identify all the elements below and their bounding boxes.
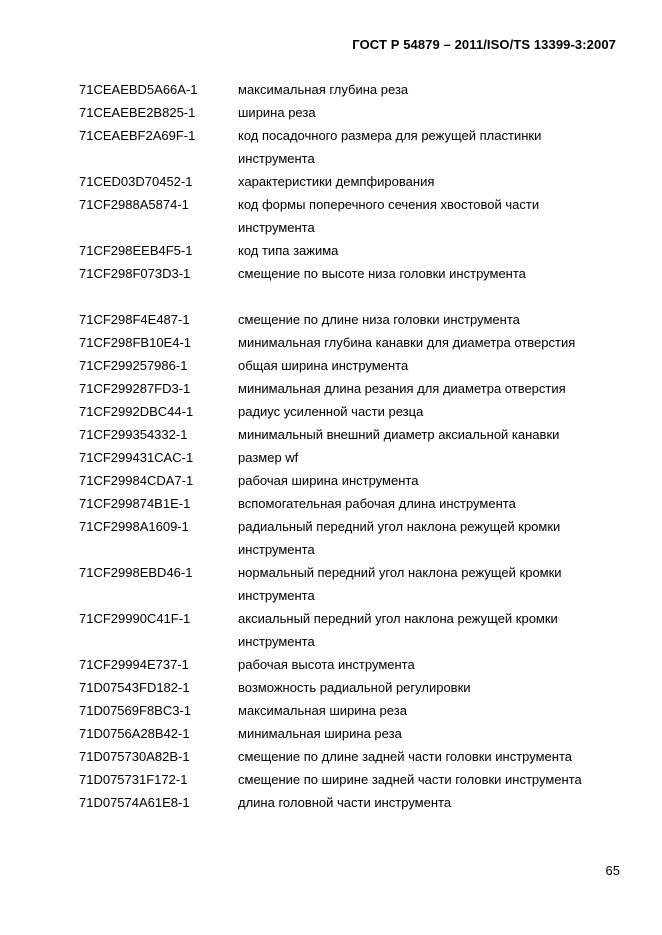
entry-code: 71CF298F073D3-1 [79, 266, 191, 281]
entry-description: минимальная длина резания для диаметра отверстия [238, 381, 566, 396]
list-item [0, 308, 662, 331]
entry-description: минимальный внешний диаметр аксиальной канавки [238, 427, 560, 442]
definitions-list [0, 78, 662, 814]
entry-description: код формы поперечного сечения хвостовой части инструмента [238, 197, 540, 235]
entry-description: возможность радиальной регулировки [238, 680, 471, 695]
entry-description: код типа зажима [238, 243, 339, 258]
entry-description: характеристики демпфирования [238, 174, 435, 189]
entry-description: радиальный передний угол наклона режущей кромки инструмента [238, 519, 561, 557]
entry-code: 71D07543FD182-1 [79, 680, 190, 695]
list-item [0, 262, 662, 285]
list-item [0, 607, 662, 653]
list-item [0, 446, 662, 469]
entry-description: вспомогательная рабочая длина инструмента [238, 496, 516, 511]
list-item [0, 193, 662, 239]
page-number: 65 [605, 863, 620, 878]
entry-description: максимальная ширина реза [238, 703, 407, 718]
entry-description: смещение по длине низа головки инструмента [238, 312, 520, 327]
entry-code: 71CF29990C41F-1 [79, 611, 191, 626]
entry-code: 71CF298FB10E4-1 [79, 335, 192, 350]
entry-description: минимальная ширина реза [238, 726, 402, 741]
entry-code: 71CF299354332-1 [79, 427, 188, 442]
list-item [0, 78, 662, 101]
list-item [0, 492, 662, 515]
list-item [0, 170, 662, 193]
list-item [0, 469, 662, 492]
entry-description: рабочая высота инструмента [238, 657, 415, 672]
entry-code: 71CEAEBE2B825-1 [79, 105, 196, 120]
list-item [0, 515, 662, 561]
entry-description: аксиальный передний угол наклона режущей кромки инструмента [238, 611, 558, 649]
list-item [0, 722, 662, 745]
entry-description: нормальный передний угол наклона режущей кромки инструмента [238, 565, 562, 603]
entry-description: максимальная глубина реза [238, 82, 409, 97]
entry-code: 71CED03D70452-1 [79, 174, 193, 189]
entry-code: 71CF298EEB4F5-1 [79, 243, 193, 258]
document-header: ГОСТ Р 54879 – 2011/ISO/TS 13399-3:2007 [352, 37, 616, 52]
entry-code: 71D07569F8BC3-1 [79, 703, 192, 718]
list-item [0, 101, 662, 124]
entry-code: 71CF299287FD3-1 [79, 381, 191, 396]
list-item [0, 239, 662, 262]
entry-code: 71CF2998EBD46-1 [79, 565, 193, 580]
entry-description: смещение по ширине задней части головки инструмента [238, 772, 582, 787]
list-item [0, 331, 662, 354]
list-item [0, 653, 662, 676]
entry-code: 71D075731F172-1 [79, 772, 188, 787]
entry-code: 71CF299431CAC-1 [79, 450, 194, 465]
entry-code: 71CF2998A1609-1 [79, 519, 189, 534]
list-item [0, 354, 662, 377]
entry-code: 71D075730A82B-1 [79, 749, 190, 764]
list-item [0, 768, 662, 791]
entry-description: ширина реза [238, 105, 316, 120]
entry-description: код посадочного размера для режущей пластинки инструмента [238, 128, 542, 166]
entry-code: 71CF2992DBC44-1 [79, 404, 194, 419]
entry-code: 71CF29994E737-1 [79, 657, 189, 672]
entry-code: 71CF2988A5874-1 [79, 197, 189, 212]
entry-description: длина головной части инструмента [238, 795, 452, 810]
entry-description: общая ширина инструмента [238, 358, 409, 373]
entry-code: 71CEAEBD5A66A-1 [79, 82, 198, 97]
entry-description: минимальная глубина канавки для диаметра отверстия [238, 335, 576, 350]
list-item [0, 124, 662, 170]
entry-code: 71CF29984CDA7-1 [79, 473, 194, 488]
entry-code: 71CF299874B1E-1 [79, 496, 191, 511]
entry-description: смещение по длине задней части головки инструмента [238, 749, 573, 764]
entry-description: размер wf [238, 450, 299, 465]
list-item [0, 400, 662, 423]
entry-code: 71D0756A28B42-1 [79, 726, 190, 741]
list-item [0, 699, 662, 722]
list-item [0, 745, 662, 768]
entry-description: радиус усиленной части резца [238, 404, 424, 419]
list-item [0, 423, 662, 446]
entry-code: 71D07574A61E8-1 [79, 795, 190, 810]
entry-description: рабочая ширина инструмента [238, 473, 419, 488]
entry-code: 71CF298F4E487-1 [79, 312, 190, 327]
list-item [0, 791, 662, 814]
list-item [0, 377, 662, 400]
list-item [0, 676, 662, 699]
entry-description: смещение по высоте низа головки инструмента [238, 266, 526, 281]
entry-code: 71CEAEBF2A69F-1 [79, 128, 196, 143]
entry-code: 71CF299257986-1 [79, 358, 188, 373]
list-item [0, 561, 662, 607]
